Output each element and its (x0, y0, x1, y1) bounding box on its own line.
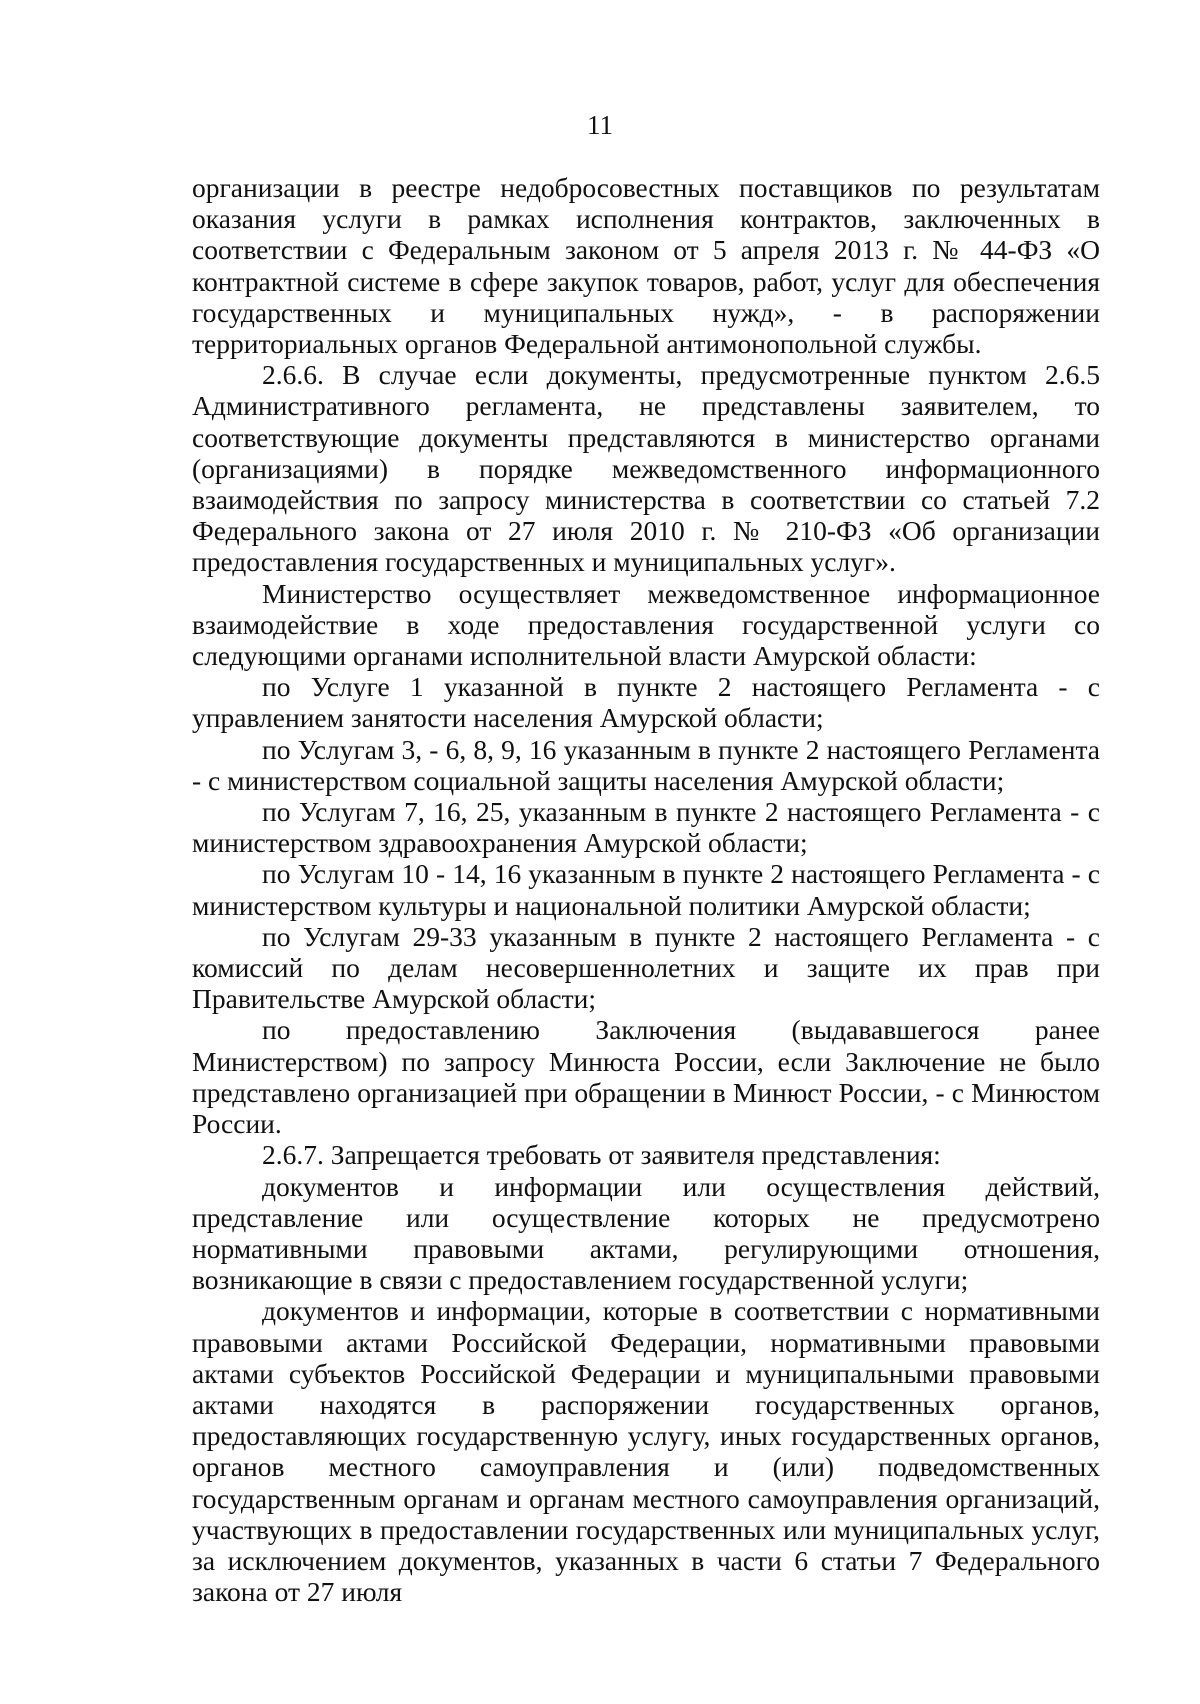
paragraph-documents-actions: документов и информации или осуществления действий, представление или осуществление которых не предусмотрено нормативными правовыми актами, регулирующими отношения, возникающие в связи с предоставлением государственной услуги; (192, 1170, 1100, 1296)
paragraph-2-6-7: 2.6.7. Запрещается требовать от заявителя представления: (262, 1139, 941, 1171)
paragraph-service-1: по Услуге 1 указанной в пункте 2 настоящего Регламента - с управлением занятости населения Амурской области; (192, 671, 1100, 734)
paragraph-services-7-25: по Услугам 7, 16, 25, указанным в пункте 2 настоящего Регламента - с министерством здравоохранения Амурской области; (192, 796, 1100, 859)
paragraph-services-10-14: по Услугам 10 - 14, 16 указанным в пункте 2 настоящего Регламента - с министерством культуры и национальной политики Амурской области; (192, 858, 1100, 921)
paragraph-conclusion: по предоставлению Заключения (выдававшегося ранее Министерством) по запросу Минюста России, если Заключение не было представлено организацией при обращении в Минюст России, - с Минюстом России. (192, 1014, 1100, 1140)
paragraph-2-6-6: 2.6.6. В случае если документы, предусмотренные пунктом 2.6.5 Административного регламента, не представлены заявителем, то соответствующие документы представляются в министерство органами (организациями) в порядке межведомственного информационного взаимодействия по запросу министерства в соответствии со статьей 7.2 Федерального закона от 27 июля 2010 г. № 210-ФЗ «Об организации предоставления государственных и муниципальных услуг». (192, 359, 1100, 578)
paragraph-services-29-33: по Услугам 29-33 указанным в пункте 2 настоящего Регламента - с комиссий по делам несовершеннолетних и защите их прав при Правительстве Амурской области; (192, 920, 1100, 1015)
paragraph-services-3-16: по Услугам 3, - 6, 8, 9, 16 указанным в пункте 2 настоящего Регламента - с министерством социальной защиты населения Амурской области; (192, 733, 1100, 796)
paragraph-ministry-interaction: Министерство осуществляет межведомственное информационное взаимодействие в ходе предоставления государственной услуги со следующими органами исполнительной власти Амурской области: (192, 577, 1100, 672)
document-body (192, 172, 1100, 1607)
paragraph-documents-information: документов и информации, которые в соответствии с нормативными правовыми актами Российской Федерации, нормативными правовыми актами субъектов Российской Федерации и муниципальными правовыми актами находятся в распоряжении государственных органов, предоставляющих государственную услугу, иных государственных органов, органов местного самоуправления и (или) подведомственных государственным органам и органам местного самоуправления организаций, участвующих в предоставлении государственных или муниципальных услуг, за исключением документов, указанных в части 6 статьи 7 Федерального закона от 27 июля (192, 1295, 1100, 1608)
page-number: 11 (587, 110, 613, 140)
paragraph-continuation: организации в реестре недобросовестных поставщиков по результатам оказания услуги в рамках исполнения контрактов, заключенных в соответствии с Федеральным законом от 5 апреля 2013 г. № 44-ФЗ «О контрактной системе в сфере закупок товаров, работ, услуг для обеспечения государственных и муниципальных нужд», - в распоряжении территориальных органов Федеральной антимонопольной службы. (192, 172, 1100, 360)
